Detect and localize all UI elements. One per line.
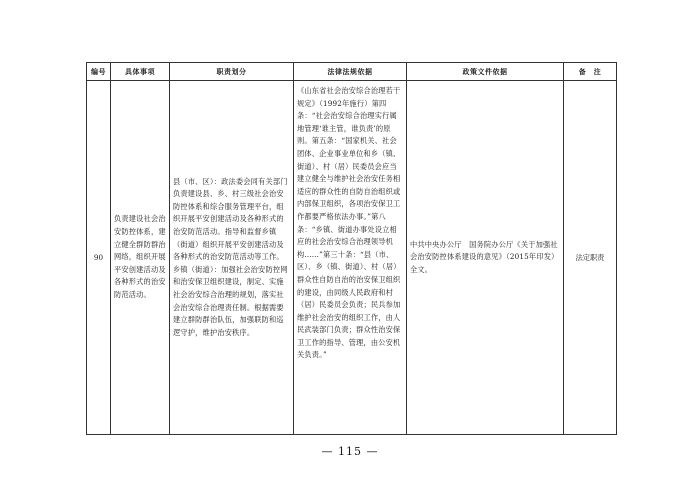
header-note: 备 注 [564,63,617,81]
header-item: 具体事项 [111,63,170,81]
duty-county: 县（市、区）：政法委会同有关部门负责建设县、乡、村三级社会治安防控体系和综合服务管理平台，组织开展平安创建活动及各种形式的治安防范活动。指导和监督乡镇（街道）组织开展平安创建活动及各种形式的治安防范活动等工作。 [173,176,288,262]
row-item: 负责建设社会治安防控体系，建立健全群防群治网络，组织开展平安创建活动及各种形式的治安防范活动。 [111,81,170,435]
row-law: 《山东省社会治安综合治理若干规定》（1992年施行）第四条：“社会治安综合治理实行属地管理‘谁主管，谁负责’的原则。第五条：“国家机关、社会团体、企业事业单位和乡（镇、街道）、村（居）民委员会应当建立健全与维护社会治安任务相适应的群众性的自防自治组织或内部保卫组织，各项治安保卫工作都要严格依法办事。”第八条：“乡镇、街道办事处设立相应的社会治安综合治理领导机构……”第三十条：“县（市、区）、乡（镇、街道）、村（居）群众性自防自治的治安保卫组织的建设，由同级人民政府和村（居）民委员会负责；民兵参加维护社会治安的组织工作，由人民武装部门负责；群众性治安保卫工作的指导、管理，由公安机关负责。” [294,81,407,435]
page-number: — 115 — [321,445,379,458]
row-policy: 中共中央办公厅 国务院办公厅《关于加强社会治安防控体系建设的意见》（2015年印发）全文。 [407,81,564,435]
row-duty [170,81,294,435]
header-duty: 职责划分 [170,63,294,81]
row-number: 90 [87,81,111,435]
header-num: 编号 [87,63,111,81]
header-policy: 政策文件依据 [407,63,564,81]
table-row [87,81,617,435]
header-law: 法律法规依据 [294,63,407,81]
row-note: 法定职责 [564,81,617,435]
header-row [87,63,617,81]
duty-township: 乡镇（街道）：加强社会治安防控网和治安保卫组织建设，制定、实施社会治安综合治理的规划，落实社会治安综合治理责任制。根据需要建立群防群治队伍，加强联防和巡逻守护，维护治安秩序。 [173,264,288,337]
responsibility-table [86,62,617,435]
